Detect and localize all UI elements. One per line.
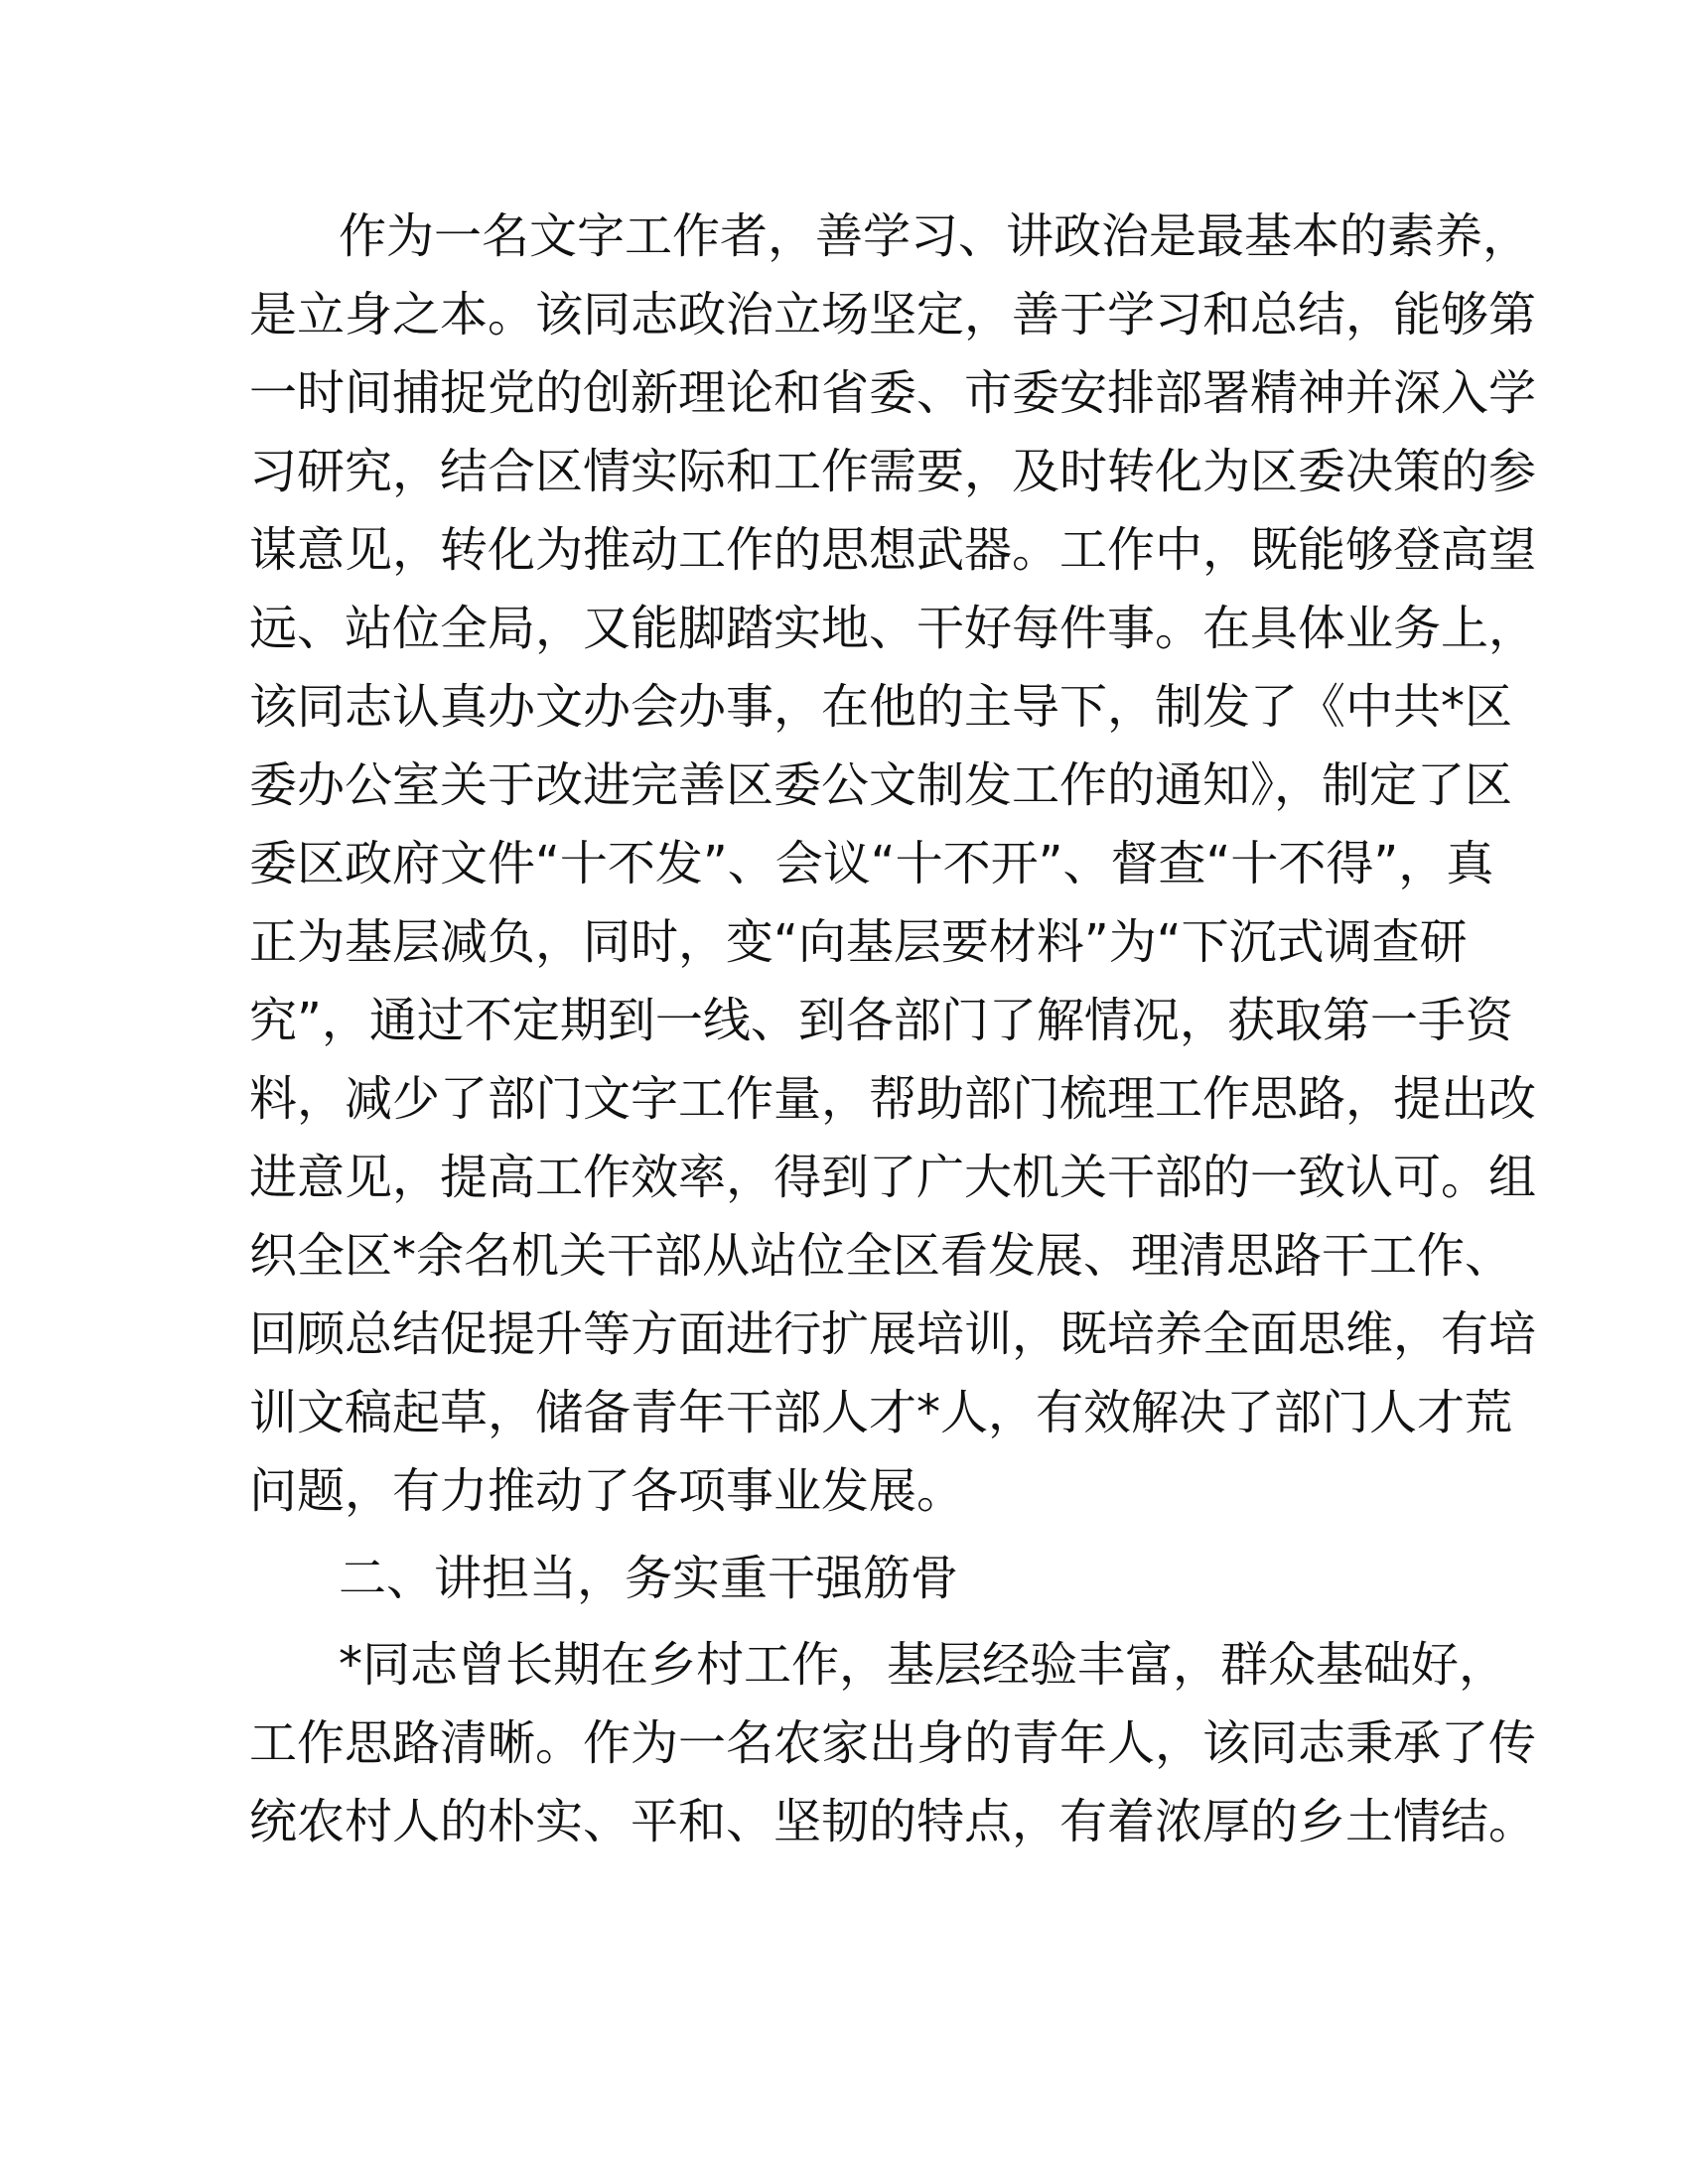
paragraph-1-line-1: 作为一名文字工作者，善学习、讲政治是最基本的素养， xyxy=(339,208,1531,264)
paragraph-1-line-11: 究”，通过不定期到一线、到各部门了解情况，获取第一手资 xyxy=(249,993,1513,1048)
section-heading: 二、讲担当，务实重干强筋骨 xyxy=(339,1551,959,1606)
paragraph-1-line-14: 织全区*余名机关干部从站位全区看发展、理清思路干工作、 xyxy=(249,1228,1513,1284)
paragraph-2-line-1: *同志曾长期在乡村工作，基层经验丰富，群众基础好， xyxy=(339,1637,1507,1693)
paragraph-2-line-3: 统农村人的朴实、平和、坚韧的特点，有着浓厚的乡土情结。 xyxy=(249,1794,1537,1849)
paragraph-1-line-2: 是立身之本。该同志政治立场坚定，善于学习和总结，能够第 xyxy=(249,287,1537,342)
paragraph-1-line-7: 该同志认真办文办会办事，在他的主导下，制发了《中共*区 xyxy=(249,679,1513,735)
paragraph-1-line-3: 一时间捕捉党的创新理论和省委、市委安排部署精神并深入学 xyxy=(249,365,1537,421)
paragraph-2-line-2: 工作思路清晰。作为一名农家出身的青年人，该同志秉承了传 xyxy=(249,1715,1537,1771)
paragraph-1-line-8: 委办公室关于改进完善区委公文制发工作的通知》，制定了区 xyxy=(249,757,1513,813)
paragraph-1-line-17: 问题，有力推动了各项事业发展。 xyxy=(249,1463,965,1519)
paragraph-1-line-15: 回顾总结促提升等方面进行扩展培训，既培养全面思维，有培 xyxy=(249,1306,1537,1362)
paragraph-1-line-9: 委区政府文件“十不发”、会议“十不开”、督查“十不得”，真 xyxy=(249,836,1494,891)
paragraph-1-line-5: 谋意见，转化为推动工作的思想武器。工作中，既能够登高望 xyxy=(249,522,1537,578)
paragraph-1-line-4: 习研究，结合区情实际和工作需要，及时转化为区委决策的参 xyxy=(249,444,1537,499)
paragraph-1-line-6: 远、站位全局，又能脚踏实地、干好每件事。在具体业务上， xyxy=(249,601,1537,656)
paragraph-1-line-16: 训文稿起草，储备青年干部人才*人，有效解决了部门人才荒 xyxy=(249,1385,1513,1440)
paragraph-1-line-13: 进意见，提高工作效率，得到了广大机关干部的一致认可。组 xyxy=(249,1150,1537,1205)
paragraph-1-line-10: 正为基层减负，同时，变“向基层要材料”为“下沉式调查研 xyxy=(249,914,1468,970)
paragraph-1-line-12: 料，减少了部门文字工作量，帮助部门梳理工作思路，提出改 xyxy=(249,1071,1537,1127)
